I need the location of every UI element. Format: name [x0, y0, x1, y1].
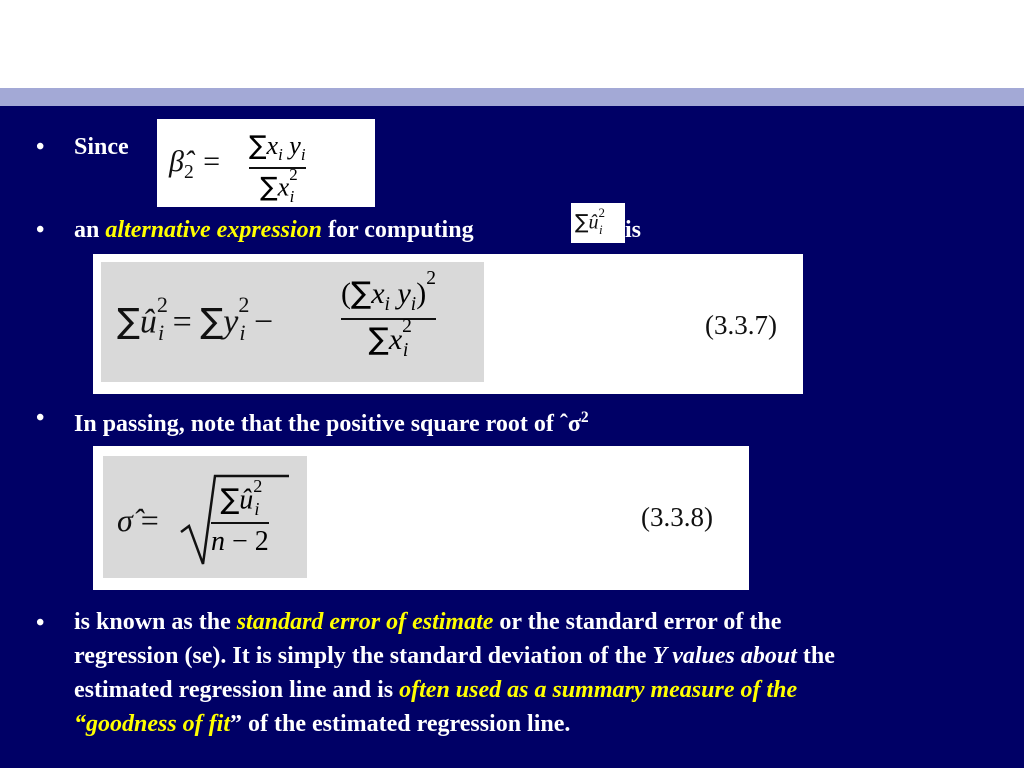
bullet-alternative-expression: an alternative expression for computing: [74, 217, 474, 243]
beta2-formula-image: [157, 119, 375, 207]
bullet-se-line-1: is known as the standard error of estimate or the standard error of the: [74, 609, 782, 635]
bullet-alternative-suffix: is: [625, 217, 642, 243]
equation-3-3-8-lhs: σ̂ =: [117, 502, 159, 538]
bullet-square-root-text: In passing, note that the positive square root of ˆσ$^2$: [74, 409, 589, 437]
bullet-marker: •: [36, 405, 45, 431]
bullet-marker: •: [36, 217, 45, 243]
bullet-se-line-4: “goodness of fit” of the estimated regression line.: [74, 711, 571, 737]
equation-3-3-7-number: (3.3.7): [705, 310, 777, 340]
bullet-se-line-3: estimated regression line and is often used as a summary measure of the: [74, 677, 798, 703]
sum-u-hat-squared-image: $\sum û^2_i$: [571, 203, 625, 243]
equation-3-3-8-number: (3.3.8): [641, 502, 713, 532]
bullet-marker: •: [36, 610, 45, 636]
equation-3-3-8-image: [93, 446, 749, 590]
equation-3-3-7-lhs: $\sum û^2_i = \sum y^2_i$ −: [117, 292, 274, 346]
bullet-se-line-2: regression (se). It is simply the standard deviation of the Y values about the: [74, 643, 835, 669]
slide-top-area: [0, 0, 1024, 88]
beta2-fraction: $\sum x_i$ $y_i$ $\sum x^2_i$: [249, 131, 306, 207]
equation-3-3-8-fraction: $\sum û^2_i$ n − 2: [211, 476, 269, 557]
equation-3-3-7-fraction: ($\sum x_i$ $y_i)^2$ $\sum x^2_i$: [341, 268, 436, 361]
beta2-symbol: $\betâ_2$ =: [169, 145, 222, 183]
top-accent-band: [0, 88, 1024, 106]
equation-3-3-7-image: [93, 254, 803, 394]
bullet-marker: •: [36, 134, 45, 160]
bullet-since-text: Since: [74, 134, 129, 160]
